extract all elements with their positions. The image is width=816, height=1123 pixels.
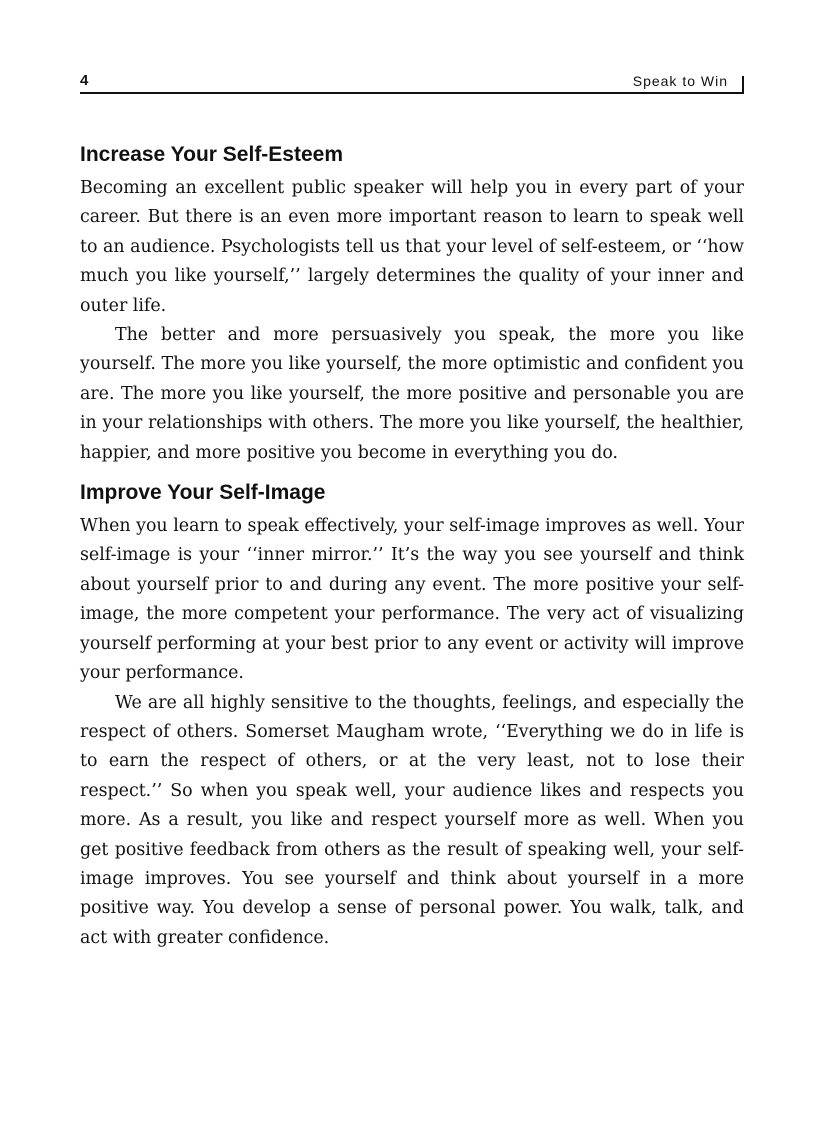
- header-rule-tick: [742, 76, 744, 94]
- body-paragraph: When you learn to speak effectively, your self-image improves as well. Your self-image is your ‘‘inner mirror.’’ It’s the way you see yourself and think about yourself prior to and during any event. The more positive your self-image, the more competent your performance. The very act of visualizing yourself performing at your best prior to any event or activity will improve your performance.: [80, 516, 744, 684]
- page-number: 4: [80, 72, 89, 89]
- running-head: [80, 70, 744, 94]
- header-rule: [80, 92, 742, 94]
- section-heading: Increase Your Self-Esteem: [80, 143, 344, 166]
- section-heading: Improve Your Self-Image: [80, 481, 326, 505]
- section-increase-self-esteem: [80, 140, 744, 468]
- page-body: [80, 140, 744, 953]
- section-improve-self-image: [80, 478, 744, 953]
- body-paragraph: We are all highly sensitive to the thoughts, feelings, and especially the respect of others. Somerset Maugham wrote, ‘‘Everything we do in life is to earn the respect of others, or at the very least, not to lose their respect.’’ So when you speak well, your audience likes and respects you more. As a result, you like and respect yourself more as well. When you get positive feedback from others as the result of speaking well, your self-image improves. You see yourself and think about yourself in a more positive way. You develop a sense of personal power. You walk, talk, and act with greater confidence.: [80, 692, 744, 948]
- book-title: Speak to Win: [632, 73, 728, 89]
- body-paragraph: The better and more persuasively you speak, the more you like yourself. The more you like yourself, the more optimistic and confident you are. The more you like yourself, the more positive and personable you are in your relationships with others. The more you like yourself, the healthier, happier, and more positive you become in everything you do.: [80, 325, 744, 463]
- body-paragraph: Becoming an excellent public speaker will help you in every part of your career. But there is an even more important reason to learn to speak well to an audience. Psychologists tell us that your level of self-esteem, or ‘‘how much you like yourself,’’ largely determines the quality of your inner and outer life.: [80, 178, 744, 316]
